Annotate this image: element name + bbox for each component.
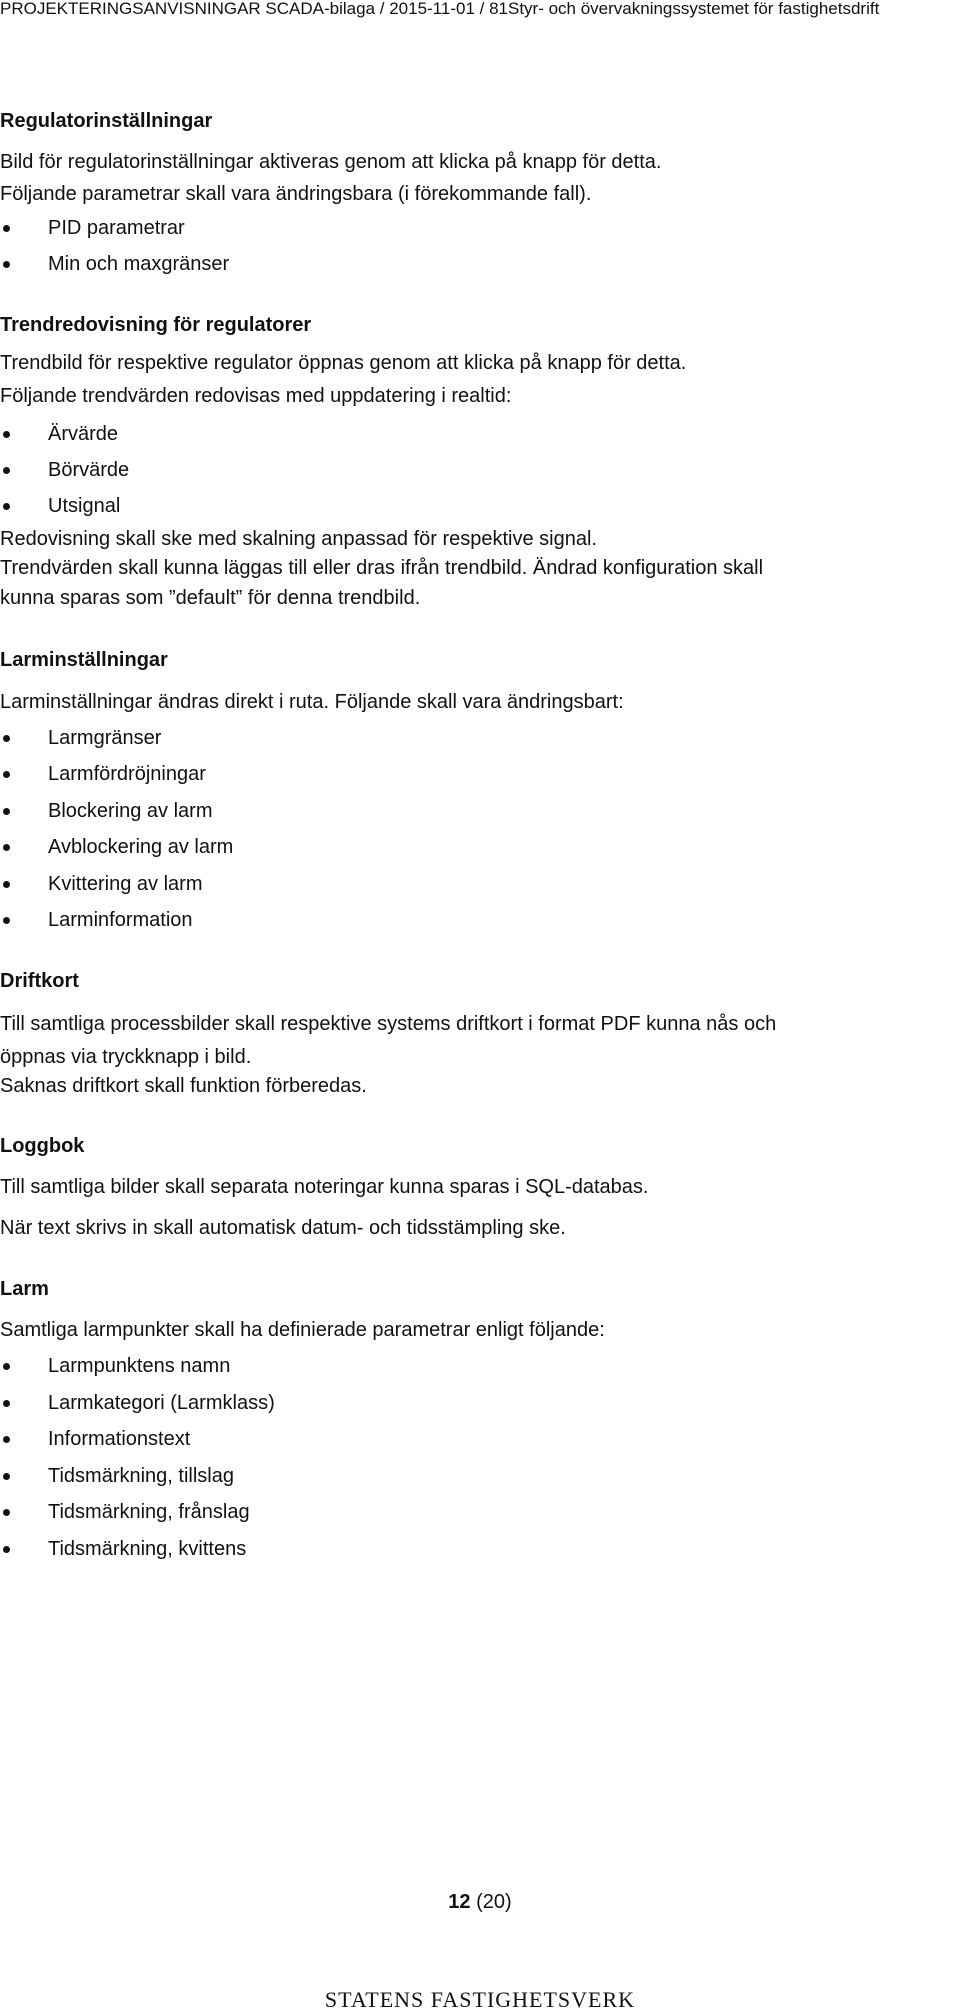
bullet-icon (3, 808, 10, 815)
list-item-text: Börvärde (48, 459, 130, 481)
list-item-text: Larmpunktens namn (48, 1355, 231, 1377)
trend-para-2: Följande trendvärden redovisas med uppdatering i realtid: (0, 385, 512, 407)
list-item-text: Larminformation (48, 909, 193, 931)
list-item-text: Larmkategori (Larmklass) (48, 1392, 275, 1414)
bullet-icon (3, 735, 10, 742)
list-item-text: Kvittering av larm (48, 873, 203, 895)
bullet-icon (3, 1436, 10, 1443)
heading-regulator-settings: Regulatorinställningar (0, 110, 213, 132)
list-item-text: Tidsmärkning, frånslag (48, 1501, 250, 1523)
bullet-icon (3, 431, 10, 438)
bullet-icon (3, 225, 10, 232)
heading-driftkort: Driftkort (0, 970, 79, 992)
bullet-icon (3, 844, 10, 851)
bullet-icon (3, 261, 10, 268)
list-item-text: Ärvärde (48, 423, 119, 445)
driftkort-para-2: öppnas via tryckknapp i bild. (0, 1046, 252, 1068)
larm-para-1: Samtliga larmpunkter skall ha definierade parametrar enligt följande: (0, 1319, 605, 1341)
trend-para-1: Trendbild för respektive regulator öppnas genom att klicka på knapp för detta. (0, 352, 687, 374)
regulator-para-2: Följande parametrar skall vara ändringsbara (i förekommande fall). (0, 183, 592, 205)
regulator-para-1: Bild för regulatorinställningar aktiveras genom att klicka på knapp för detta. (0, 151, 662, 173)
list-item-text: Utsignal (48, 495, 121, 517)
bullet-icon (3, 1363, 10, 1370)
page-current: 12 (448, 1891, 471, 1913)
bullet-icon (3, 1546, 10, 1553)
bullet-icon (3, 467, 10, 474)
trend-para-3: Redovisning skall ske med skalning anpassad för respektive signal. (0, 528, 597, 550)
bullet-icon (3, 771, 10, 778)
list-item-text: Informationstext (48, 1428, 191, 1450)
footer-brand: STATENS FASTIGHETSVERK (324, 1987, 636, 2012)
heading-loggbok: Loggbok (0, 1135, 85, 1157)
list-item-text: Min och maxgränser (48, 253, 230, 275)
page-total: (20) (476, 1891, 512, 1913)
loggbok-para-1: Till samtliga bilder skall separata noteringar kunna sparas i SQL-databas. (0, 1176, 649, 1198)
heading-alarm-settings: Larminställningar (0, 649, 168, 671)
list-item-text: Larmfördröjningar (48, 763, 206, 785)
bullet-icon (3, 881, 10, 888)
alarmsettings-para-1: Larminställningar ändras direkt i ruta. Följande skall vara ändringsbart: (0, 691, 624, 713)
driftkort-para-3: Saknas driftkort skall funktion förberedas. (0, 1075, 367, 1097)
list-item-text: Blockering av larm (48, 800, 213, 822)
bullet-icon (3, 1509, 10, 1516)
trend-para-5: kunna sparas som ”default” för denna trendbild. (0, 587, 421, 609)
list-item-text: Tidsmärkning, kvittens (48, 1538, 247, 1560)
document-header: PROJEKTERINGSANVISNINGAR SCADA-bilaga / 2015-11-01 / 81Styr- och övervakningssystemet för fastighetsdrift (0, 0, 880, 18)
trend-para-4: Trendvärden skall kunna läggas till eller dras ifrån trendbild. Ändrad konfiguration skall (0, 557, 764, 579)
bullet-icon (3, 917, 10, 924)
list-item-text: Avblockering av larm (48, 836, 234, 858)
list-item-text: PID parametrar (48, 217, 185, 239)
heading-larm: Larm (0, 1278, 49, 1300)
bullet-icon (3, 1400, 10, 1407)
bullet-icon (3, 1473, 10, 1480)
loggbok-para-2: När text skrivs in skall automatisk datum- och tidsstämpling ske. (0, 1217, 566, 1239)
page-number (0, 1890, 960, 1914)
heading-trend: Trendredovisning för regulatorer (0, 314, 312, 336)
driftkort-para-1: Till samtliga processbilder skall respektive systems driftkort i format PDF kunna nås och (0, 1013, 777, 1035)
list-item-text: Tidsmärkning, tillslag (48, 1465, 234, 1487)
list-item-text: Larmgränser (48, 727, 162, 749)
bullet-icon (3, 503, 10, 510)
